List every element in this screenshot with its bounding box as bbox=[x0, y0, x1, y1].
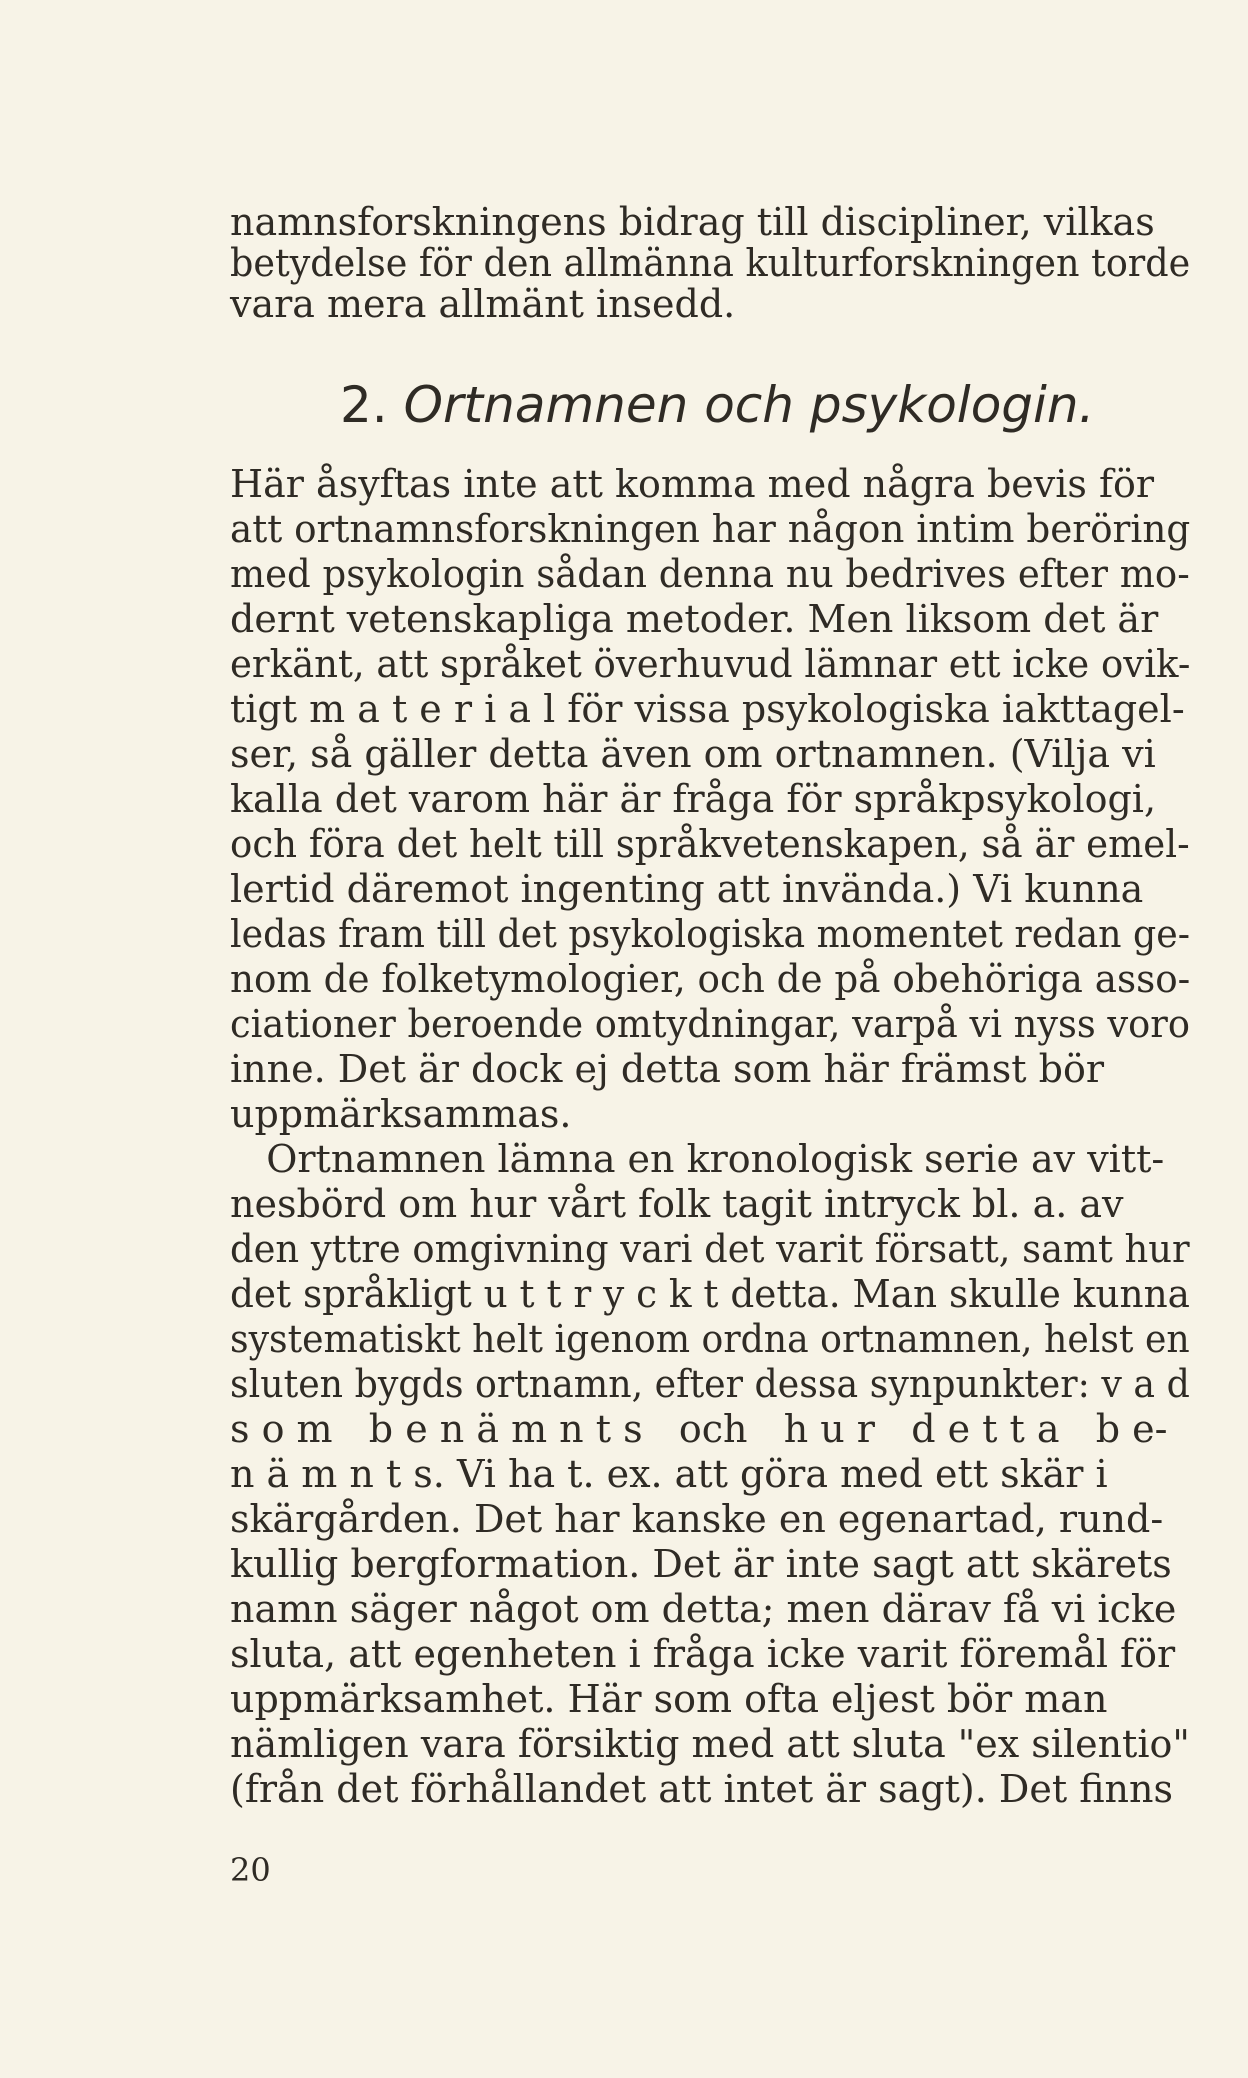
text-line: Här åsyftas inte att komma med några bevis för bbox=[230, 462, 1155, 506]
text-line: uppmärksamhet. Här som ofta eljest bör man bbox=[230, 1677, 1108, 1721]
text-line: vara mera allmänt insedd. bbox=[230, 282, 736, 326]
text-line: sluta, att egenheten i fråga icke varit föremål för bbox=[230, 1632, 1176, 1676]
text-line: erkänt, att språket överhuvud lämnar ett icke ovik- bbox=[230, 642, 1191, 686]
section-heading bbox=[340, 375, 1095, 435]
text-line: nom de folketymologier, och de på obehöriga asso- bbox=[230, 957, 1191, 1001]
text-line: sluten bygds ortnamn, efter dessa synpunkter: v a d bbox=[230, 1362, 1190, 1406]
text-line: namn säger något om detta; men därav få vi icke bbox=[230, 1587, 1177, 1631]
text-line: nesbörd om hur vårt folk tagit intryck bl. a. av bbox=[230, 1182, 1124, 1226]
text-line: n ä m n t s. Vi ha t. ex. att göra med ett skär i bbox=[230, 1452, 1108, 1496]
text-line: namnsforskningens bidrag till discipliner, vilkas bbox=[230, 200, 1155, 244]
text-line: dernt vetenskapliga metoder. Men liksom det är bbox=[230, 597, 1159, 641]
text-line: den yttre omgivning vari det varit försatt, samt hur bbox=[230, 1227, 1190, 1271]
text-line: tigt m a t e r i a l för vissa psykologiska iakttagel- bbox=[230, 687, 1185, 731]
text-line: Ortnamnen lämna en kronologisk serie av vitt- bbox=[230, 1137, 1165, 1181]
page-number: 20 bbox=[230, 1851, 271, 1889]
text-line: med psykologin sådan denna nu bedrives efter mo- bbox=[230, 552, 1190, 596]
text-line: systematiskt helt igenom ordna ortnamnen, helst en bbox=[230, 1317, 1190, 1361]
text-line: ledas fram till det psykologiska momentet redan ge- bbox=[230, 912, 1190, 956]
text-line: betydelse för den allmänna kulturforskningen torde bbox=[230, 241, 1191, 285]
text-line: s o m b e n ä m n t s och h u r d e t t a b e- bbox=[230, 1407, 1168, 1451]
text-line: ciationer beroende omtydningar, varpå vi nyss voro bbox=[230, 1002, 1190, 1046]
text-line: och föra det helt till språkvetenskapen, så är emel- bbox=[230, 822, 1190, 866]
text-line: kalla det varom här är fråga för språkpsykologi, bbox=[230, 777, 1157, 821]
text-line: kullig bergformation. Det är inte sagt att skärets bbox=[230, 1542, 1172, 1586]
text-line: lertid däremot ingenting att invända.) Vi kunna bbox=[230, 867, 1144, 911]
section-number: 2. bbox=[340, 376, 388, 434]
text-line: att ortnamnsforskningen har någon intim beröring bbox=[230, 507, 1191, 551]
text-line: det språkligt u t t r y c k t detta. Man skulle kunna bbox=[230, 1272, 1190, 1316]
text-line: (från det förhållandet att intet är sagt). Det finns bbox=[230, 1767, 1174, 1811]
text-line: nämligen vara försiktig med att sluta "ex silentio" bbox=[230, 1722, 1190, 1766]
text-line: ser, så gäller detta även om ortnamnen. (Vilja vi bbox=[230, 732, 1156, 776]
text-line: inne. Det är dock ej detta som här främst bör bbox=[230, 1047, 1104, 1091]
text-line: skärgården. Det har kanske en egenartad, rund- bbox=[230, 1497, 1164, 1541]
text-line: uppmärksammas. bbox=[230, 1092, 572, 1136]
section-title: Ortnamnen och psykologin. bbox=[403, 376, 1095, 434]
